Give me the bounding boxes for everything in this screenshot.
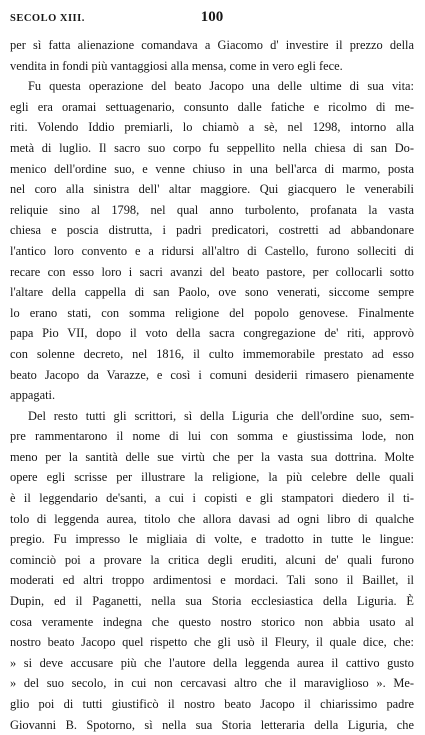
text-line: nostro beato Jacopo quel rispetto che gli usò il Fleury, il quale dice, che:	[10, 635, 414, 650]
text-line: lo erano stati, con somma religione del popolo genovese. Finalmente	[10, 305, 414, 320]
text-line: è il leggendario de'santi, a cui i copisti e gli stampatori diedero il ti-	[10, 491, 414, 506]
text-line: Giovanni B. Spotorno, sì nella sua Storia letteraria della Liguria, che	[10, 717, 414, 732]
page-header	[10, 9, 414, 29]
text-line: Fu questa operazione del beato Jacopo una delle ultime di sua vita:	[28, 79, 414, 94]
text-line: vendita in fondi più vantaggiosi alla mensa, come in vero egli fece.	[10, 58, 343, 73]
text-line: pregio. Fu impresso le migliaia di volte, e tradotto in tutte le lingue:	[10, 532, 414, 547]
text-line: glio poi di tutti giustificò il nostro beato Jacopo il chiarissimo padre	[10, 697, 414, 711]
text-line: pre rammentarono il nome di lui con somma e giustissima lode, non	[10, 429, 414, 444]
text-line: con solenne decreto, nel 1816, il culto immemorabile prestato ad esso	[10, 346, 414, 361]
text-line: riti. Volendo Iddio premiarli, lo chiamò a sè, nel 1298, intorno alla	[10, 120, 414, 135]
text-line: beato Jacopo da Varazze, e così i comuni desiderii rimasero pienamente	[10, 367, 414, 382]
text-line: cominciò poi a provare la critica degli eruditi, alcuni de' quali furono	[10, 552, 414, 567]
text-line: Del resto tutti gli scrittori, sì della Liguria che dell'ordine suo, sem-	[28, 408, 414, 423]
running-title: SECOLO XIII.	[10, 13, 85, 24]
text-line: nel coro alla sinistra dell' altar maggiore. Qui giacquero le venerabili	[10, 182, 414, 197]
text-line: appagati.	[10, 388, 56, 403]
text-line: papa Pio VII, dopo il voto della sacra congregazione de' riti, approvò	[10, 326, 414, 341]
body-text	[10, 35, 414, 735]
page-number: 100	[200, 9, 224, 25]
text-line: egli era oramai settuagenario, consunto dalle fatiche e ricolmo di me-	[10, 99, 414, 114]
text-line: tolo di leggenda aurea, titolo che allora davasi ad ogni libro di qualche	[10, 511, 414, 526]
text-line: Dupin, ed il Paganetti, nella sua Storia ecclesiastica della Liguria. È	[10, 594, 414, 609]
text-line: l'antico loro convento e a ridursi all'altro di Castello, furono solleciti di	[10, 243, 414, 258]
text-line: opere egli scrisse per illustrare la religione, la più celebre delle quali	[10, 470, 414, 485]
text-line: l'altare della cappella di san Paolo, ove sono venerati, siccome sempre	[10, 285, 414, 300]
text-line: cosa veramente indegna che questo nostro storico non abbia usato al	[10, 614, 414, 629]
text-line: menico dell'ordine suo, e venne chiuso in una bell'arca di marmo, posta	[10, 161, 414, 176]
text-line: recare con esso loro i sacri avanzi del beato pastore, per collocarli sotto	[10, 264, 414, 279]
text-line: meno per la santità delle sue virtù che per la vasta sua dottrina. Molte	[10, 449, 414, 464]
text-line: reliquie sino al 1798, nel qual anno turbolento, profanata la vasta	[10, 202, 414, 217]
text-line: per sì fatta alienazione comandava a Giacomo d' investire il prezzo della	[10, 38, 414, 52]
text-line: metà di luglio. Il sacro suo corpo fu seppellito nella chiesa di san Do-	[10, 140, 414, 155]
text-line: » si deve accusare più che l'autore della leggenda aurea il cattivo gusto	[10, 655, 414, 670]
text-line: moderati ed altri troppo ardimentosi e mordaci. Tali sono il Baillet, il	[10, 573, 414, 588]
text-line: » del suo secolo, in cui non cercavasi altro che il maraviglioso ». Me-	[10, 676, 414, 691]
text-line: chiesa e poscia distrutta, i padri predicatori, costretti ad abbandonare	[10, 223, 414, 238]
